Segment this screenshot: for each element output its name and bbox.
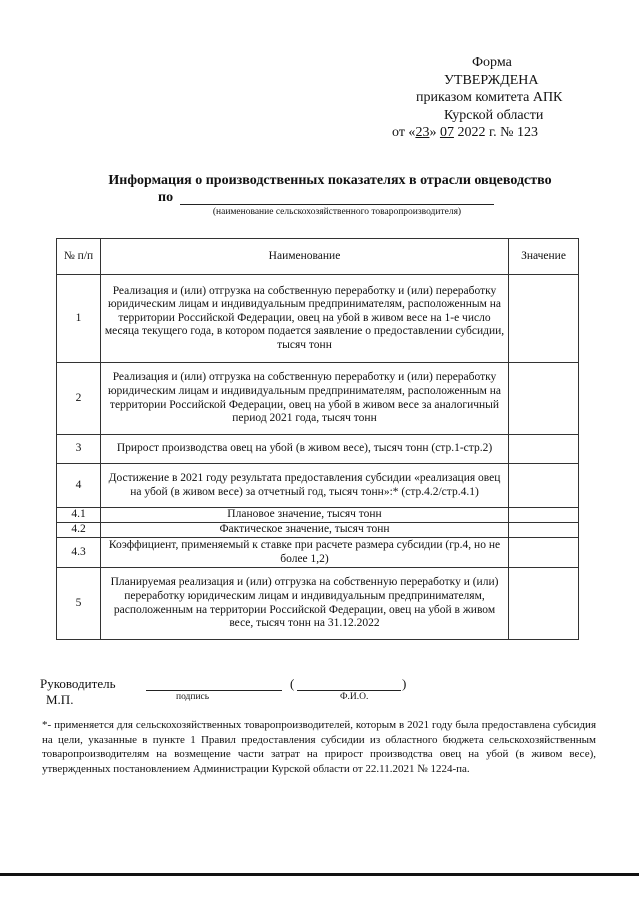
- row-text: Плановое значение, тысяч тонн: [101, 508, 509, 523]
- indicators-table: [56, 238, 579, 640]
- fio-hint: Ф.И.О.: [340, 692, 369, 702]
- row-text: Коэффициент, применяемый к ставке при расчете размера субсидии (гр.4, но не более 1,2): [101, 538, 509, 568]
- table-row: [57, 464, 579, 508]
- signature-line[interactable]: [146, 690, 282, 691]
- footnote: *- применяется для сельскохозяйственных товаропроизводителей, которым в 2021 году была предоставлена субсидия на цели, указанные в пункте 1 Правил предоставления субсидии из областного бюджета сельскохозяйственным товаропроизводителям на возмещение части затрат на прирост производства овец на убой (в живом весе), утвержденных постановлением Администрации Курской области от 22.11.2021 № 1224-па.: [42, 719, 596, 775]
- table-row: [57, 275, 579, 363]
- order-date-number: [380, 124, 610, 142]
- row-text: Планируемая реализация и (или) отгрузка на собственную переработку и (или) переработку юридическим лицам и индивидуальным предпринимателям, расположенным на территории Российской Федерации, овец на убой в живом весе, тысяч тонн на 31.12.2022: [101, 568, 509, 640]
- row-text: Фактическое значение, тысяч тонн: [101, 523, 509, 538]
- row-value-cell[interactable]: [509, 464, 579, 508]
- po-label: по: [158, 190, 174, 205]
- header-name: Наименование: [101, 239, 509, 275]
- table-row: [57, 568, 579, 640]
- row-value-cell[interactable]: [509, 538, 579, 568]
- row-num: 2: [57, 363, 101, 435]
- table-row: [57, 508, 579, 523]
- row-text: Достижение в 2021 году результата предоставления субсидии «реализация овец на убой (в живом весе) за отчетный год, тысяч тонн»:* (стр.4.2/стр.4.1): [101, 464, 509, 508]
- row-num: 3: [57, 435, 101, 464]
- header-value: Значение: [509, 239, 579, 275]
- order-region: Курской области: [444, 107, 544, 123]
- row-num: 4.1: [57, 508, 101, 523]
- table-header-row: [57, 239, 579, 275]
- stamp-label: М.П.: [46, 692, 74, 707]
- table-row: [57, 523, 579, 538]
- table-row: [57, 435, 579, 464]
- row-value-cell[interactable]: [509, 275, 579, 363]
- row-num: 4: [57, 464, 101, 508]
- row-text: Реализация и (или) отгрузка на собственную переработку и (или) переработку юридическим лицам и индивидуальным предпринимателям, расположенным на территории Российской Федерации, овец на убой в живом весе на 1-е число месяца текущего года, в котором подается заявление о предоставлении субсидии, тысяч тонн: [101, 275, 509, 363]
- approval-stamp: [380, 54, 610, 142]
- order-day: 23: [415, 125, 430, 140]
- bottom-divider: [0, 873, 639, 876]
- producer-name-hint: (наименование сельскохозяйственного товаропроизводителя): [212, 207, 462, 217]
- table-row: [57, 363, 579, 435]
- row-text: Прирост производства овец на убой (в живом весе), тысяч тонн (стр.1-стр.2): [101, 435, 509, 464]
- signature-hint: подпись: [176, 692, 210, 702]
- row-value-cell[interactable]: [509, 435, 579, 464]
- document-title: Информация о производственных показателях в отрасли овцеводство: [108, 173, 552, 188]
- row-value-cell[interactable]: [509, 363, 579, 435]
- table-row: [57, 538, 579, 568]
- paren-open: (: [290, 676, 295, 691]
- row-value-cell[interactable]: [509, 508, 579, 523]
- header-num: № п/п: [57, 239, 101, 275]
- approved-label: УТВЕРЖДЕНА: [444, 72, 539, 88]
- paren-close: ): [402, 676, 407, 691]
- producer-name-line[interactable]: [180, 204, 494, 205]
- row-num: 1: [57, 275, 101, 363]
- order-month: 07: [439, 125, 454, 140]
- order-year-number: 2022 г. № 123: [453, 125, 538, 140]
- row-value-cell[interactable]: [509, 568, 579, 640]
- fio-line[interactable]: [297, 690, 401, 691]
- date-prefix: от «: [392, 125, 416, 140]
- day-suffix: »: [429, 125, 440, 140]
- row-value-cell[interactable]: [509, 523, 579, 538]
- order-issuer: приказом комитета АПК: [416, 90, 563, 105]
- row-num: 4.2: [57, 523, 101, 538]
- form-label: Форма: [472, 55, 512, 70]
- row-num: 5: [57, 568, 101, 640]
- head-label: Руководитель: [40, 676, 116, 691]
- row-num: 4.3: [57, 538, 101, 568]
- row-text: Реализация и (или) отгрузка на собственную переработку и (или) переработку юридическим лицам и индивидуальным предпринимателям, расположенным на территории Российской Федерации, овец на убой в живом весе за аналогичный период 2021 года, тысяч тонн: [101, 363, 509, 435]
